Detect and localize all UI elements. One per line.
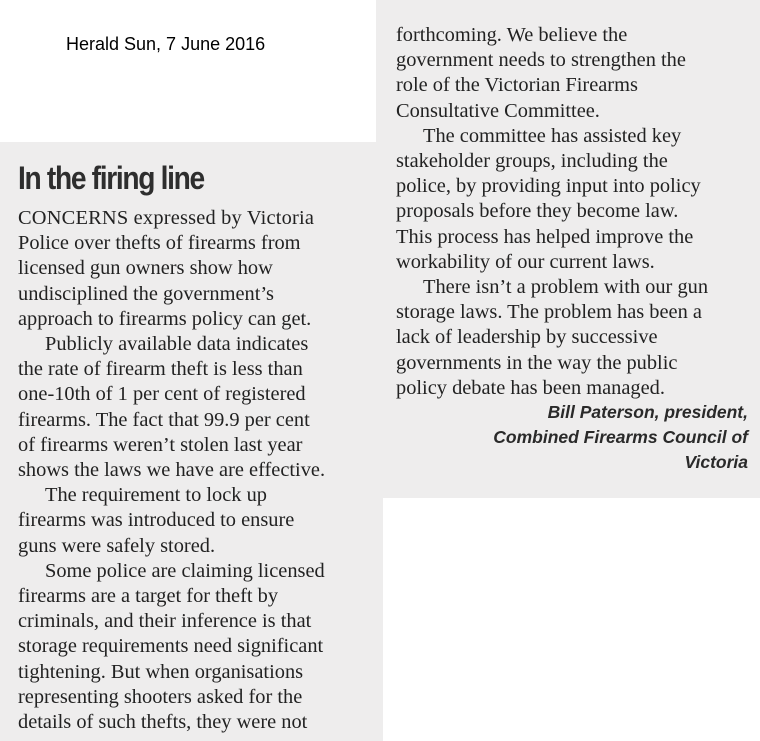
letter-column-right — [376, 0, 760, 498]
text-line: stakeholder groups, including the — [396, 150, 668, 173]
text-line: firearms. The fact that 99.9 per cent — [18, 408, 310, 431]
signature-name: Bill Paterson, president, — [547, 402, 748, 422]
paragraph-7 — [396, 275, 760, 401]
paragraph-4 — [18, 559, 383, 735]
text-line: This process has helped improve the — [396, 225, 694, 248]
paragraph-2 — [18, 332, 383, 483]
text-line: licensed gun owners show how — [18, 257, 273, 280]
text-line: There isn’t a problem with our gun — [423, 276, 709, 299]
text-line: firearms was introduced to ensure — [18, 509, 295, 532]
text-line: Publicly available data indicates — [45, 333, 309, 356]
paragraph-6 — [396, 124, 760, 275]
text-line: Police over thefts of firearms from — [18, 232, 301, 255]
text-line: The committee has assisted key — [423, 124, 682, 147]
text-line: proposals before they become law. — [396, 200, 679, 223]
text-line: lack of leadership by successive — [396, 326, 658, 349]
paragraph-3 — [18, 483, 383, 559]
text-line: representing shooters asked for the — [18, 685, 303, 708]
letter-column-left — [0, 142, 383, 741]
letter-signature — [493, 400, 748, 475]
text-line: one-10th of 1 per cent of registered — [18, 383, 306, 406]
text-line: government needs to strengthen the — [396, 49, 686, 72]
text-line: forthcoming. We believe the — [396, 24, 628, 46]
paragraph-1 — [18, 206, 383, 332]
text-line: workability of our current laws. — [396, 250, 655, 273]
text-line: The requirement to lock up — [45, 484, 267, 507]
text-line: details of such thefts, they were not — [18, 711, 308, 734]
text-line: undisciplined the government’s — [18, 282, 274, 305]
letter-headline: In the firing line — [18, 160, 204, 196]
text-line: the rate of firearm theft is less than — [18, 358, 303, 381]
text-line: role of the Victorian Firearms — [396, 74, 638, 97]
text-line: storage laws. The problem has been a — [396, 301, 702, 324]
text-line: policy debate has been managed. — [396, 376, 665, 399]
source-caption: Herald Sun, 7 June 2016 — [66, 34, 266, 54]
text-line: governments in the way the public — [396, 351, 678, 374]
text-line: CONCERNS expressed by Victoria — [18, 207, 315, 229]
text-line: firearms are a target for theft by — [18, 585, 279, 608]
text-line: guns were safely stored. — [18, 534, 216, 557]
signature-organisation: Combined Firearms Council of — [493, 427, 748, 447]
text-line: of firearms weren’t stolen last year — [18, 433, 303, 456]
text-line: Some police are claiming licensed — [45, 559, 325, 582]
text-line: police, by providing input into policy — [396, 175, 701, 198]
text-line: approach to firearms policy can get. — [18, 307, 312, 330]
paragraph-5 — [396, 23, 760, 124]
text-line: tightening. But when organisations — [18, 660, 304, 683]
text-line: storage requirements need significant — [18, 635, 324, 658]
signature-location: Victoria — [684, 452, 748, 472]
text-line: Consultative Committee. — [396, 99, 600, 122]
text-line: shows the laws we have are effective. — [18, 459, 326, 482]
text-line: criminals, and their inference is that — [18, 610, 312, 633]
